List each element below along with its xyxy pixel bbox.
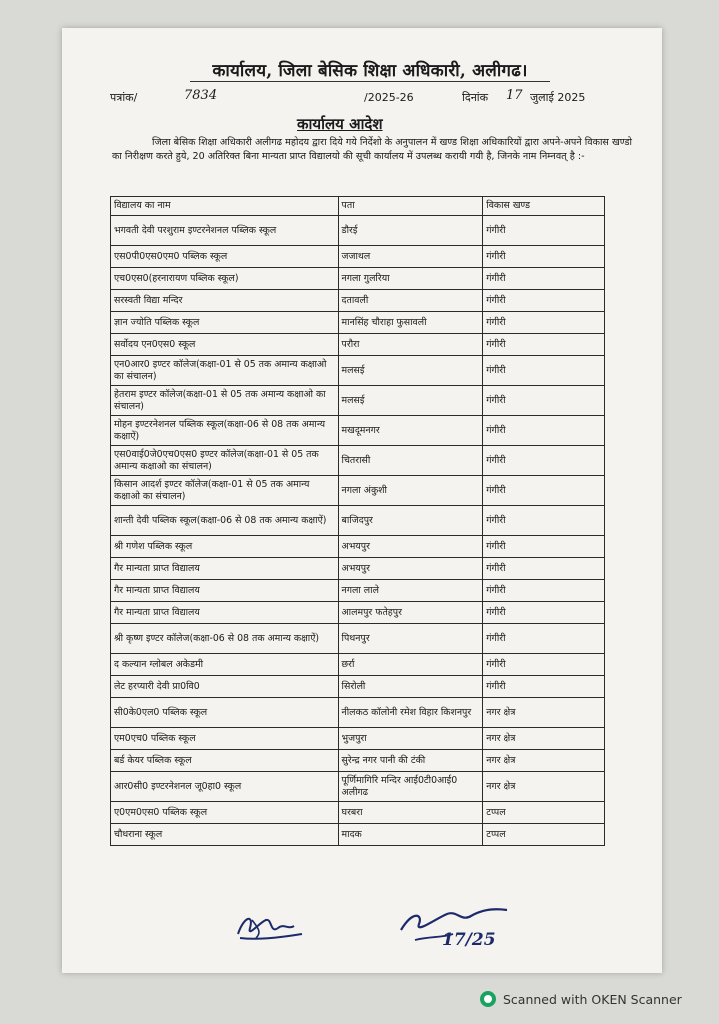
cell-address: नगला अंकुशी — [338, 476, 483, 506]
date-day: 17 — [506, 88, 523, 103]
table-row — [111, 824, 605, 846]
date-label: दिनांक — [462, 91, 489, 104]
header-school-name: विद्यालय का नाम — [111, 197, 339, 216]
cell-school-name: श्री गणेश पब्लिक स्कूल — [111, 536, 339, 558]
header-address: पता — [338, 197, 483, 216]
cell-block: गंगीरी — [483, 216, 605, 246]
cell-block: गंगीरी — [483, 676, 605, 698]
cell-school-name: हेतराम इण्टर कॉलेज(कक्षा-01 से 05 तक अमान्य कक्षाओ का संचालन) — [111, 386, 339, 416]
cell-school-name: भगवती देवी परशुराम इण्टरनेशनल पब्लिक स्कूल — [111, 216, 339, 246]
cell-address: परौरा — [338, 334, 483, 356]
cell-school-name: द कल्यान ग्लोबल अकेडमी — [111, 654, 339, 676]
table-row — [111, 506, 605, 536]
cell-block: टप्पल — [483, 802, 605, 824]
table-row — [111, 728, 605, 750]
signature-left — [232, 908, 312, 948]
session-label: /2025-26 — [364, 91, 414, 104]
cell-block: गंगीरी — [483, 312, 605, 334]
table-row — [111, 386, 605, 416]
cell-block: गंगीरी — [483, 506, 605, 536]
cell-block: गंगीरी — [483, 602, 605, 624]
table-row — [111, 772, 605, 802]
cell-block: गंगीरी — [483, 268, 605, 290]
table-row — [111, 558, 605, 580]
date-month-year: जुलाई 2025 — [530, 91, 586, 104]
cell-school-name: चौधराना स्कूल — [111, 824, 339, 846]
table-row — [111, 416, 605, 446]
cell-address: चितरासी — [338, 446, 483, 476]
cell-block: गंगीरी — [483, 246, 605, 268]
header-block: विकास खण्ड — [483, 197, 605, 216]
cell-address: आलमपुर फतेहपुर — [338, 602, 483, 624]
cell-address: नगला लाले — [338, 580, 483, 602]
table-row — [111, 676, 605, 698]
cell-school-name: आर0सी0 इण्टरनेशनल जू0हा0 स्कूल — [111, 772, 339, 802]
cell-block: गंगीरी — [483, 558, 605, 580]
table-row — [111, 698, 605, 728]
table-row — [111, 446, 605, 476]
cell-address: मखदूमनगर — [338, 416, 483, 446]
table-row — [111, 802, 605, 824]
cell-address: मादक — [338, 824, 483, 846]
cell-block: गंगीरी — [483, 654, 605, 676]
cell-address: नगला गुलरिया — [338, 268, 483, 290]
cell-address: मानसिंह चौराहा फुसावली — [338, 312, 483, 334]
cell-school-name: किसान आदर्श इण्टर कॉलेज(कक्षा-01 से 05 तक अमान्य कक्षाओ का संचालन) — [111, 476, 339, 506]
table-row — [111, 312, 605, 334]
cell-address: पूर्णिमागिरि मन्दिर आई0टी0आई0 अलीगढ — [338, 772, 483, 802]
cell-address: डौरई — [338, 216, 483, 246]
cell-block: गंगीरी — [483, 334, 605, 356]
cell-block: गंगीरी — [483, 580, 605, 602]
document-page — [62, 28, 662, 973]
title-underline — [190, 81, 550, 82]
table-row — [111, 476, 605, 506]
office-title: कार्यालय, जिला बेसिक शिक्षा अधिकारी, अलीगढ। — [212, 61, 528, 81]
cell-block: गंगीरी — [483, 290, 605, 312]
cell-block: गंगीरी — [483, 416, 605, 446]
signature-date: 17/25 — [442, 930, 496, 950]
table-row — [111, 334, 605, 356]
ref-label: पत्रांक/ — [110, 91, 138, 104]
table-row — [111, 268, 605, 290]
cell-school-name: एन0आर0 इण्टर कॉलेज(कक्षा-01 से 05 तक अमान्य कक्षाओ का संचालन) — [111, 356, 339, 386]
cell-block: टप्पल — [483, 824, 605, 846]
cell-block: गंगीरी — [483, 476, 605, 506]
cell-block: नगर क्षेत्र — [483, 772, 605, 802]
cell-block: गंगीरी — [483, 536, 605, 558]
cell-school-name: ए0एम0एस0 पब्लिक स्कूल — [111, 802, 339, 824]
cell-school-name: मोहन इण्टरनेशनल पब्लिक स्कूल(कक्षा-06 से 08 तक अमान्य कक्षाऐं) — [111, 416, 339, 446]
table-header-row — [111, 197, 605, 216]
table-row — [111, 654, 605, 676]
cell-block: गंगीरी — [483, 356, 605, 386]
cell-address: बाजिदपुर — [338, 506, 483, 536]
cell-address: मलसई — [338, 356, 483, 386]
cell-address: जजाथल — [338, 246, 483, 268]
table-row — [111, 536, 605, 558]
cell-school-name: गैर मान्यता प्राप्त विद्यालय — [111, 558, 339, 580]
cell-school-name: गैर मान्यता प्राप्त विद्यालय — [111, 602, 339, 624]
scanner-watermark — [480, 988, 715, 1010]
cell-school-name: एम0एच0 पब्लिक स्कूल — [111, 728, 339, 750]
cell-block: नगर क्षेत्र — [483, 698, 605, 728]
table-row — [111, 356, 605, 386]
table-row — [111, 624, 605, 654]
cell-address: अभयपुर — [338, 558, 483, 580]
cell-school-name: सर्वोदय एन0एस0 स्कूल — [111, 334, 339, 356]
order-title: कार्यालय आदेश — [297, 115, 383, 133]
table-row — [111, 602, 605, 624]
cell-school-name: शान्ती देवी पब्लिक स्कूल(कक्षा-06 से 08 तक अमान्य कक्षाऐं) — [111, 506, 339, 536]
cell-address: नीलकठ कॉलोनी रमेश विहार किशनपुर — [338, 698, 483, 728]
ref-number: 7834 — [184, 88, 218, 103]
cell-school-name: बर्ड केयर पब्लिक स्कूल — [111, 750, 339, 772]
table-row — [111, 246, 605, 268]
cell-school-name: श्री कृष्ण इण्टर कॉलेज(कक्षा-06 से 08 तक अमान्य कक्षाऐं) — [111, 624, 339, 654]
table-row — [111, 580, 605, 602]
cell-block: गंगीरी — [483, 386, 605, 416]
cell-school-name: एस0पी0एस0एम0 पब्लिक स्कूल — [111, 246, 339, 268]
reference-row — [102, 90, 662, 108]
cell-address: दतावली — [338, 290, 483, 312]
cell-block: गंगीरी — [483, 446, 605, 476]
cell-school-name: एस0वाई0जे0एच0एस0 इण्टर कॉलेज(कक्षा-01 से 05 तक अमान्य कक्षाओ का संचालन) — [111, 446, 339, 476]
cell-address: मलसई — [338, 386, 483, 416]
cell-school-name: लेट हरप्यारी देवी प्रा0वि0 — [111, 676, 339, 698]
table-row — [111, 750, 605, 772]
schools-table — [110, 196, 605, 846]
cell-school-name: गैर मान्यता प्राप्त विद्यालय — [111, 580, 339, 602]
cell-address: भुजपुरा — [338, 728, 483, 750]
table-row — [111, 216, 605, 246]
scanner-logo-icon — [480, 991, 496, 1007]
cell-address: सिरोली — [338, 676, 483, 698]
table-row — [111, 290, 605, 312]
cell-address: घरबरा — [338, 802, 483, 824]
intro-paragraph: जिला बेसिक शिक्षा अधिकारी अलीगढ महोदय द्वारा दिये गये निर्देशो के अनुपालन में खण्ड शिक्षा अधिकारियों द्वारा अपने-अपने विकास खण्डो का निरीक्षण करते हुये, 20 अतिरिक्त बिना मान्यता प्राप्त विद्यालयो की सूची कार्यालय में उपलब्ध करायी गयी है, जिनके नाम निम्नवत् है :- — [112, 137, 632, 162]
cell-address: छर्रा — [338, 654, 483, 676]
cell-address: अभयपुर — [338, 536, 483, 558]
cell-block: नगर क्षेत्र — [483, 750, 605, 772]
cell-school-name: सरस्वती विद्या मन्दिर — [111, 290, 339, 312]
cell-school-name: एच0एस0(हरनारायण पब्लिक स्कूल) — [111, 268, 339, 290]
cell-address: सुरेन्द्र नगर पानी की टंकी — [338, 750, 483, 772]
scanner-label: Scanned with OKEN Scanner — [503, 991, 682, 1007]
cell-address: पिथनपुर — [338, 624, 483, 654]
cell-block: नगर क्षेत्र — [483, 728, 605, 750]
cell-school-name: ज्ञान ज्योति पब्लिक स्कूल — [111, 312, 339, 334]
cell-school-name: सी0के0एल0 पब्लिक स्कूल — [111, 698, 339, 728]
cell-block: गंगीरी — [483, 624, 605, 654]
